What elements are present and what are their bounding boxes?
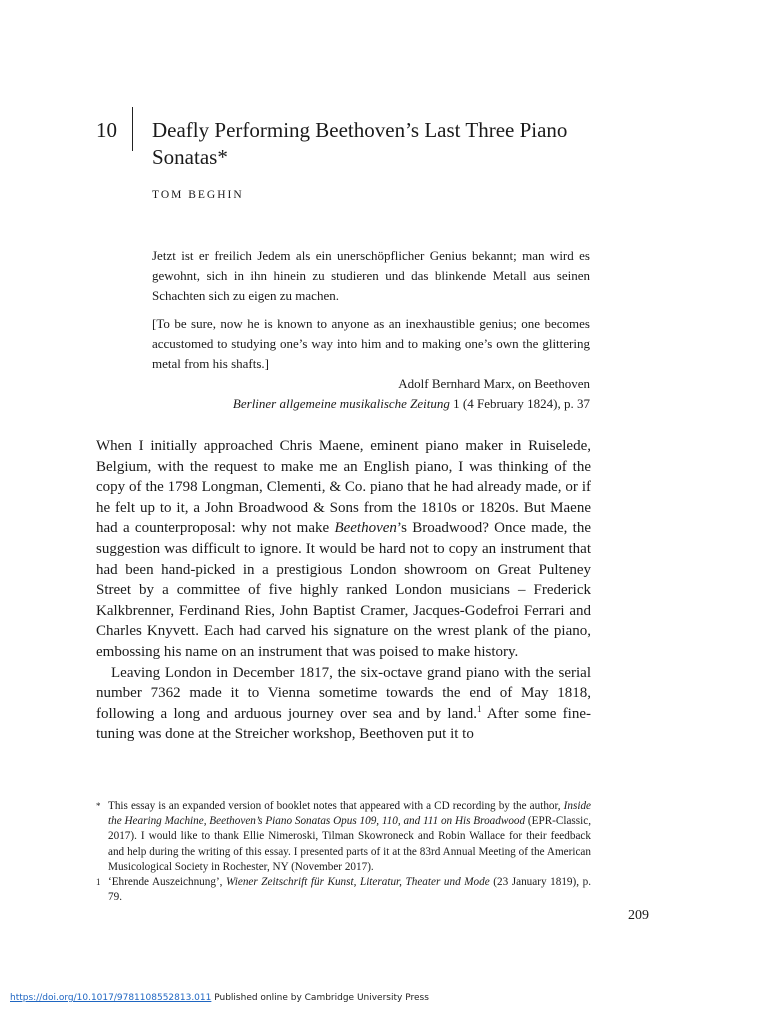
publication-footer bbox=[10, 993, 429, 1003]
chapter-number: 10 bbox=[96, 118, 117, 142]
body-text bbox=[96, 436, 591, 745]
paragraph-1 bbox=[96, 436, 591, 663]
epigraph bbox=[152, 246, 590, 414]
footnote-ref-1[interactable]: 1 bbox=[476, 703, 482, 714]
footnote-emphasis: Wiener Zeitschrift für Kunst, Literatur, Theater und Mode bbox=[226, 876, 490, 889]
footnote-emphasis: Inside the Hearing Machine, Beethoven’s Piano Sonatas Opus 109, 110, and 111 on His Broadwood bbox=[108, 800, 591, 828]
footnote-text: ‘Ehrende Auszeichnung’, bbox=[108, 876, 227, 889]
footnote-text: (EPR-Classic, 2017). I would like to thank Ellie Nimeroski, Tilman Skowroneck and Robin Wallace for their feedback and help during the writing of this essay. I presented parts of it at the 83rd Annual Meeting of the American Musicological Society in Rochester, NY (November 2017). bbox=[108, 815, 591, 873]
footnote-mark: * bbox=[96, 801, 101, 811]
footnote bbox=[96, 799, 591, 875]
paragraph-1-text-a: When I initially approached Chris Maene, eminent piano maker in Ruiselede, Belgium, with the request to make me an English piano, I was thinking of the copy of the 1798 Longman, Clementi, & Co. piano that he had already made, or if he felt up to it, a John Broadwood & Sons from the 1810s or 1820s. But Maene had a counterproposal: why not make bbox=[96, 438, 591, 537]
paragraph-1-text-b: ’s Broadwood? Once made, the suggestion was difficult to ignore. It would be hard not to copy an instrument that had been hand-picked in a prestigious London showroom on Great Pulteney Street by a committee of five highly ranked London musicians – Frederick Kalkbrenner, Ferdinand Ries, John Baptist Cramer, Jacques-Godefroi Ferrari and Charles Knyvett. Each had carved his signature on the wrest plank of the piano, embossing his name on an instrument that was poised to make history. bbox=[96, 520, 592, 660]
epigraph-translation: [To be sure, now he is known to anyone as an inexhaustible genius; one becomes accustomed to studying one’s way into him and to making one’s own the glittering metal from his shafts.] bbox=[152, 316, 590, 371]
epigraph-attribution: Adolf Bernhard Marx, on Beethoven bbox=[398, 376, 590, 391]
published-note: Published online by Cambridge University Press bbox=[211, 993, 429, 1003]
page-number: 209 bbox=[628, 908, 649, 923]
paragraph-2-text-a: Leaving London in December 1817, the six-octave grand piano with the serial number 7362 made it to Vienna sometime towards the end of May 1818, following a long and arduous journey over sea and by land. bbox=[96, 664, 591, 722]
chapter-title: Deafly Performing Beethoven’s Last Three Piano Sonatas* bbox=[152, 118, 568, 169]
heading-divider bbox=[132, 107, 133, 151]
epigraph-german: Jetzt ist er freilich Jedem als ein unerschöpflicher Genius bekannt; man wird es gewohnt, sich in ihn hinein zu studieren und das blinkende Metall aus seinen Schachten sich zu eigen zu machen. bbox=[152, 248, 590, 303]
paragraph-2 bbox=[96, 663, 591, 745]
source-details: 1 (4 February 1824), p. 37 bbox=[449, 396, 590, 411]
epigraph-source bbox=[152, 394, 590, 414]
doi-link[interactable]: https://doi.org/10.1017/9781108552813.011 bbox=[10, 993, 212, 1003]
source-title: Berliner allgemeine musikalische Zeitung bbox=[232, 396, 450, 411]
footnote-mark: 1 bbox=[96, 877, 101, 888]
paragraph-2-text-b: After some fine-tuning was done at the Streicher workshop, Beethoven put it to bbox=[96, 705, 591, 743]
footnotes bbox=[96, 799, 591, 905]
footnote-text: This essay is an expanded version of booklet notes that appeared with a CD recording by the author, bbox=[108, 800, 564, 812]
paragraph-1-emphasis: Beethoven bbox=[334, 520, 397, 537]
footnote-text: (23 January 1819), p. 79. bbox=[108, 876, 591, 904]
footnote bbox=[96, 875, 591, 905]
author-name: TOM BEGHIN bbox=[152, 189, 244, 201]
